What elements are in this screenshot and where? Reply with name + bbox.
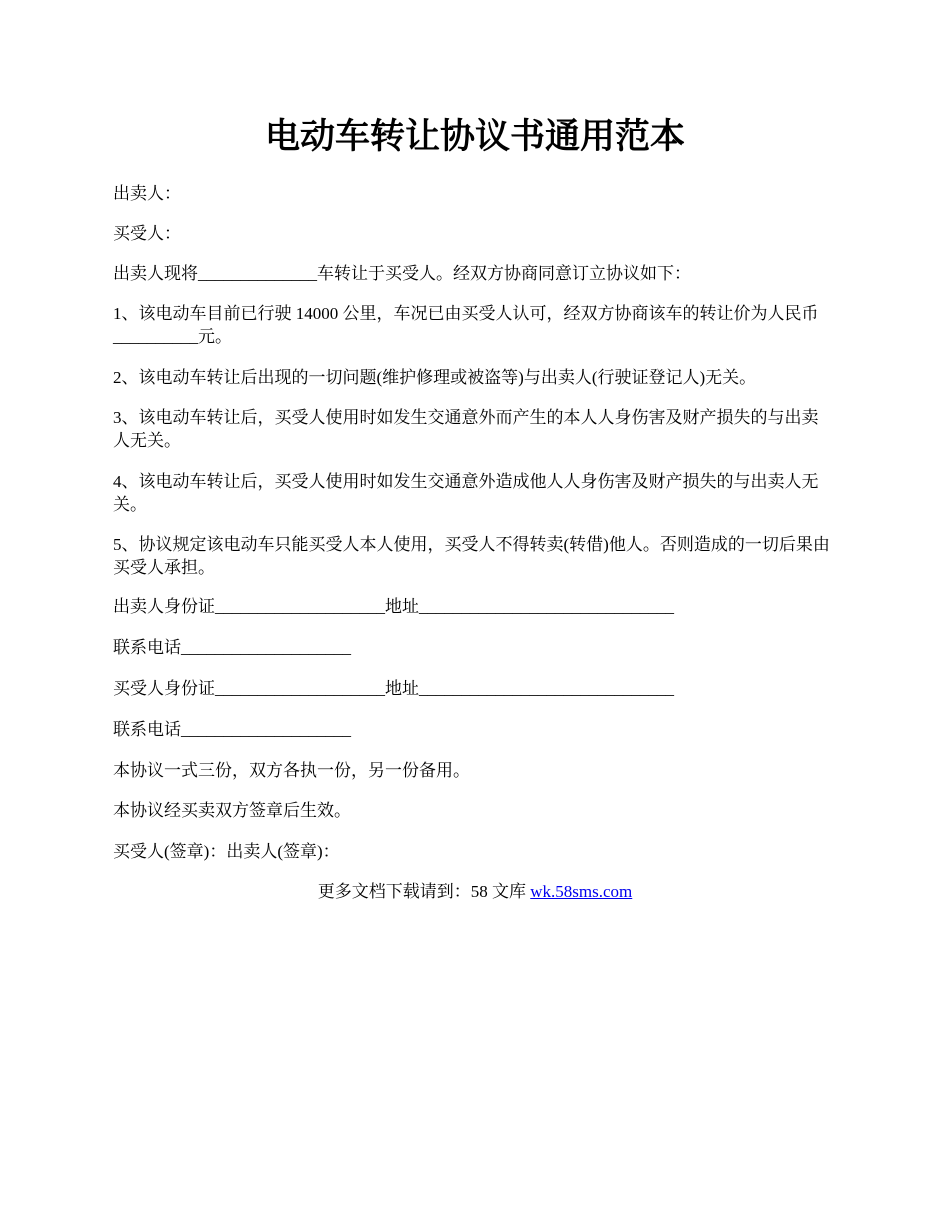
buyer-phone-line: 联系电话____________________ (113, 720, 351, 739)
clause-2: 2、该电动车转让后出现的一切问题(维护修理或被盗等)与出卖人(行驶证登记人)无关。 (113, 368, 757, 387)
clause-1: 1、该电动车目前已行驶 14000 公里，车况已由买受人认可，经双方协商该车的转让价为人民币__________元。 (113, 304, 819, 346)
copies-statement: 本协议一式三份，双方各执一份，另一份备用。 (113, 761, 470, 780)
footer-link[interactable]: wk.58sms.com (530, 882, 633, 901)
buyer-id-address-line: 买受人身份证____________________地址______________________________ (113, 679, 674, 698)
buyer-line: 买受人： (113, 224, 181, 243)
footer (0, 880, 950, 903)
effect-statement: 本协议经买卖双方签章后生效。 (113, 801, 351, 820)
seller-phone-line: 联系电话____________________ (113, 638, 351, 657)
signature-line: 买受人(签章)：出卖人(签章)： (113, 842, 340, 861)
clause-3: 3、该电动车转让后，买受人使用时如发生交通意外而产生的本人人身伤害及财产损失的与出卖人无关。 (113, 408, 819, 450)
seller-id-address-line: 出卖人身份证____________________地址______________________________ (113, 597, 674, 616)
seller-line: 出卖人： (113, 184, 181, 203)
clause-5: 5、协议规定该电动车只能买受人本人使用，买受人不得转卖(转借)他人。否则造成的一切后果由买受人承担。 (113, 535, 830, 577)
clause-4: 4、该电动车转让后，买受人使用时如发生交通意外造成他人人身伤害及财产损失的与出卖人无关。 (113, 472, 819, 514)
transfer-intro: 出卖人现将______________车转让于买受人。经双方协商同意订立协议如下： (113, 264, 691, 283)
footer-text: 更多文档下载请到：58 文库 (317, 882, 531, 901)
document-title: 电动车转让协议书通用范本 (264, 116, 685, 157)
